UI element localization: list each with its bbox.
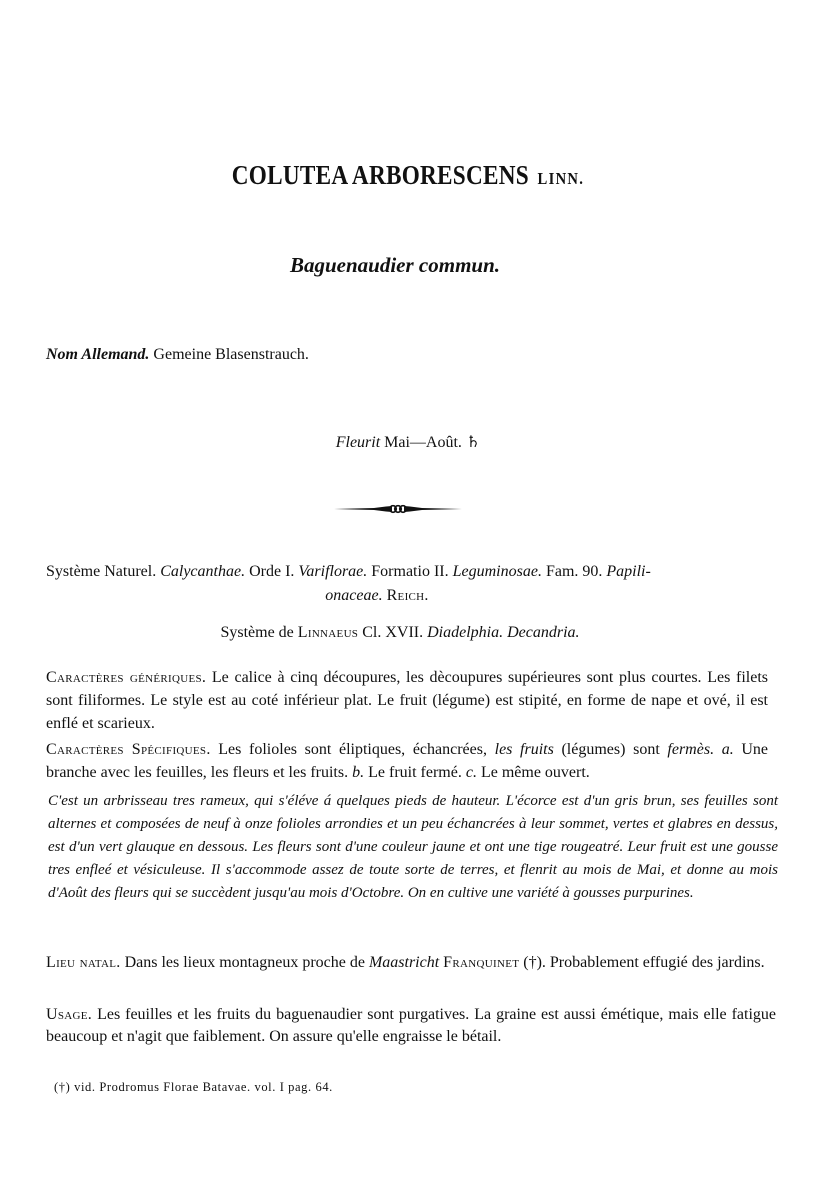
figure-b-text: Le fruit fermé.	[368, 764, 462, 781]
figure-a-text: Une branche avec les feuilles, les fleurs et les fruits.	[46, 741, 768, 781]
formatio-name: Leguminosae.	[452, 563, 542, 580]
footnote: (†) vid. Prodromus Florae Batavae. vol. I pag. 64.	[54, 1080, 333, 1094]
systeme-linnaeus	[0, 624, 800, 642]
caracteres-specifiques	[46, 738, 768, 784]
common-name: Baguenaudier commun.	[289, 253, 501, 277]
caracteres-generiques	[46, 666, 768, 735]
fruit-term: les fruits	[494, 741, 554, 758]
generic-label: Caractères génériques.	[46, 669, 207, 686]
formatio-label: Formatio II.	[371, 563, 449, 580]
family-name-part2: onaceae.	[325, 587, 383, 604]
linnaeus-order: Diadelphia. Decandria.	[427, 624, 580, 641]
generic-text: Le calice à cinq découpures, les dècoupures supérieures sont plus courtes. Les filets sont filiformes. Le style est au coté inférieur plat. Le fruit (légume) est stipité, en forme de nape et ové, il est enflé et scarieux.	[46, 669, 769, 732]
specific-label: Caractères Spécifiques.	[46, 741, 211, 758]
linnaeus-name: Linnaeus	[297, 624, 359, 641]
lieu-natal	[46, 952, 776, 974]
systeme-naturel-line2	[46, 584, 768, 608]
shrub-symbol-icon: ♄	[465, 434, 481, 451]
flowering-label: Fleurit	[335, 434, 381, 451]
usage-text: Les feuilles et les fruits du baguenaudier sont purgatives. La graine est aussi émétique, mais elle fatigue beaucoup et n'agit que faiblement. On assure qu'elle engraisse le bétail.	[46, 1006, 777, 1045]
flowering-period: Mai—Août.	[384, 434, 462, 451]
figure-a-label: a.	[721, 741, 734, 758]
description-paragraph: C'est un arbrisseau tres rameux, qui s'éléve á quelques pieds de hauteur. L'écorce est d'un gris brun, ses feuilles sont alternes et composées de neuf à onze folioles arrondies et un peu échancrées à leur sommet, vertes et glabres en dessus, est d'un vert glauque en dessous. Les fleurs sont d'une couleur jaune et ont une tige rougeatré. Leur fruit est une gousse tres enfleé et vésiculeuse. Il s'accommode assez de toute sorte de terres, et flenrit au mois de Mai, et donne au mois d'Août des fleurs qui se succèdent jusqu'au mois d'Octobre. On en cultive une variété à gousses purpurines.	[48, 793, 778, 901]
family-number: Fam. 90.	[545, 563, 603, 580]
usage-paragraph	[46, 1004, 776, 1048]
ornament-divider-icon	[334, 502, 462, 516]
order-name: Variflorae.	[298, 563, 368, 580]
german-name-label: Nom Allemand.	[46, 346, 150, 363]
specific-text: (légumes) sont	[561, 741, 660, 758]
usage-label: Usage.	[46, 1006, 93, 1023]
systeme-naturel	[46, 560, 768, 608]
place-name: Maastricht	[368, 954, 440, 971]
species-name: COLUTEA ARBORESCENS	[231, 160, 529, 190]
linnaeus-class: Cl. XVII.	[362, 624, 424, 641]
page-title	[57, 160, 759, 191]
figure-c-text: Le même ouvert.	[480, 764, 590, 781]
class-name: Calycanthae.	[160, 563, 246, 580]
figure-c-label: c.	[465, 764, 477, 781]
figure-b-label: b.	[352, 764, 365, 781]
closed-term: fermès.	[667, 741, 715, 758]
systeme-naturel-label: Système Naturel.	[46, 563, 157, 580]
authority: LINN.	[537, 169, 585, 188]
lieu-natal-label: Lieu natal.	[46, 954, 121, 971]
lieu-natal-text: Dans les lieux montagneux proche de	[124, 954, 365, 971]
collector-name: Franquinet	[443, 954, 520, 971]
systeme-linnaeus-label: Système de	[220, 624, 294, 641]
lieu-natal-text-2: (†). Probablement effugié des jardins.	[523, 954, 765, 971]
german-name-value: Gemeine Blasenstrauch.	[153, 346, 309, 363]
specific-text: Les folioles sont éliptiques, échancrées,	[218, 741, 487, 758]
flowering-line	[0, 432, 816, 452]
order-label: Orde I.	[249, 563, 295, 580]
german-name-line	[46, 346, 309, 364]
family-name-part1: Papili-	[606, 563, 651, 580]
reich-author: Reich.	[386, 587, 429, 604]
